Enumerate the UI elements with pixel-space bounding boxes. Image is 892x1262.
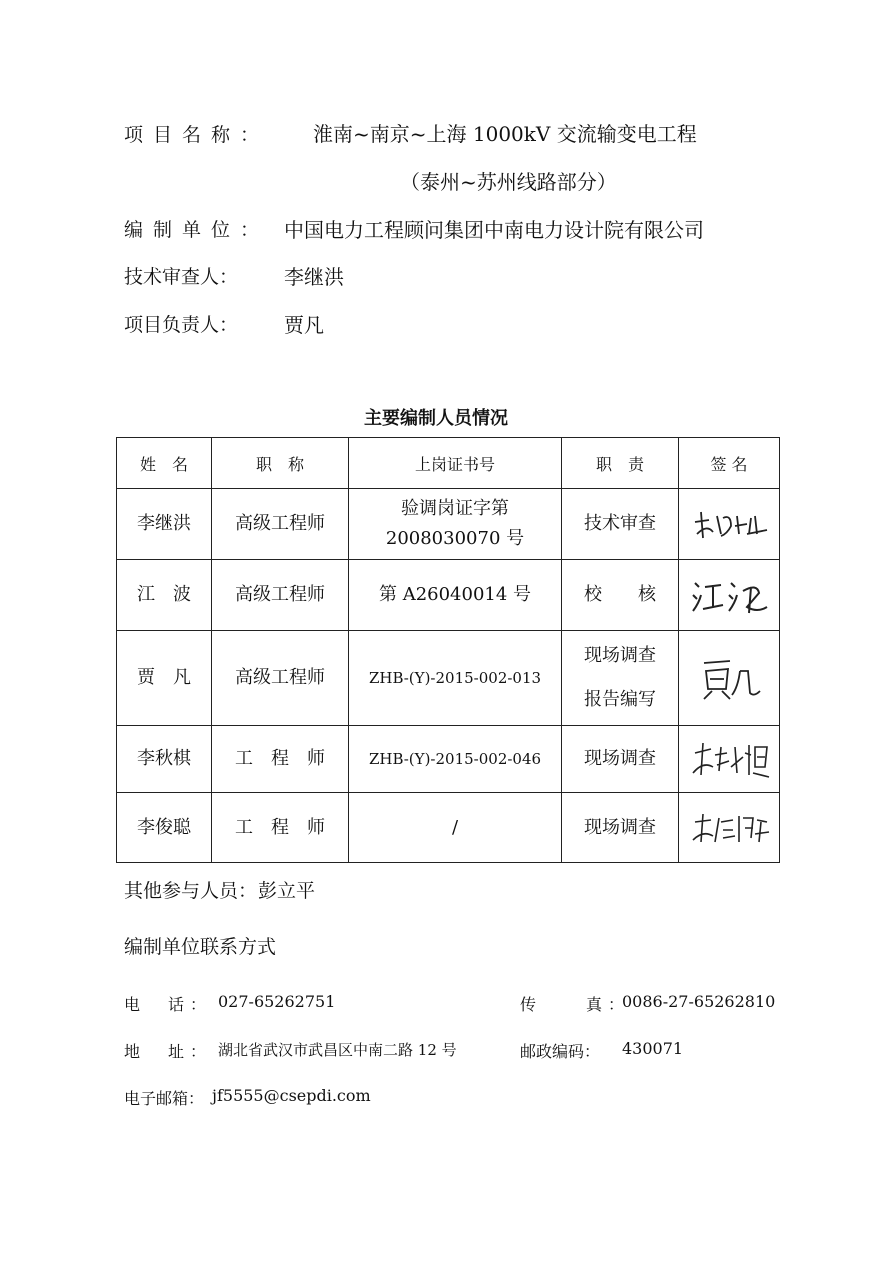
cell-title: 高级工程师 bbox=[212, 489, 349, 560]
cert-line: ZHB-(Y)-2015-002-046 bbox=[368, 750, 542, 768]
cell-signature bbox=[679, 489, 780, 560]
header-duty: 职 责 bbox=[562, 438, 679, 489]
cell-duty: 现场调查 bbox=[562, 793, 679, 863]
project-name-line1: 淮南~南京~上海 1000kV 交流输变电工程 bbox=[313, 122, 697, 146]
signature-image bbox=[687, 808, 771, 848]
table-header-row bbox=[117, 438, 780, 489]
header-name: 姓 名 bbox=[117, 438, 212, 489]
phone-value: 027-65262751 bbox=[218, 992, 336, 1011]
cell-cert bbox=[349, 726, 562, 793]
cell-cert bbox=[349, 631, 562, 726]
cell-name: 李俊聪 bbox=[117, 793, 212, 863]
phone-label: 电 话： bbox=[124, 995, 213, 1014]
address-value: 湖北省武汉市武昌区中南二路 12 号 bbox=[218, 1041, 457, 1059]
table-row bbox=[117, 726, 780, 793]
cell-title: 工 程 师 bbox=[212, 793, 349, 863]
cert-line: 2008030070 号 bbox=[385, 528, 525, 549]
fax-value: 0086-27-65262810 bbox=[622, 992, 776, 1011]
cell-title: 高级工程师 bbox=[212, 560, 349, 631]
cell-signature bbox=[679, 631, 780, 726]
cell-signature bbox=[679, 793, 780, 863]
project-name-line2: （泰州~苏州线路部分） bbox=[400, 170, 617, 194]
staff-table bbox=[116, 437, 780, 863]
contact-title: 编制单位联系方式 bbox=[124, 936, 277, 958]
fax-label: 传 真： bbox=[520, 995, 631, 1014]
cell-name: 江 波 bbox=[117, 560, 212, 631]
unit-label: 编制单位： bbox=[124, 219, 270, 241]
signature-image bbox=[694, 653, 764, 703]
postcode-label: 邮政编码： bbox=[520, 1042, 601, 1061]
signature-image bbox=[687, 504, 771, 544]
address-label: 地 址： bbox=[124, 1042, 213, 1061]
cert-line: 第 A26040014 号 bbox=[378, 584, 532, 605]
cell-cert bbox=[349, 793, 562, 863]
table-row bbox=[117, 631, 780, 726]
cell-duty: 校 核 bbox=[562, 560, 679, 631]
signature-image bbox=[687, 737, 771, 781]
table-row bbox=[117, 489, 780, 560]
cell-name: 李继洪 bbox=[117, 489, 212, 560]
header-title: 职 称 bbox=[212, 438, 349, 489]
unit-value: 中国电力工程顾问集团中南电力设计院有限公司 bbox=[284, 218, 704, 242]
cell-signature bbox=[679, 726, 780, 793]
cell-title: 高级工程师 bbox=[212, 631, 349, 726]
duty-line: 报告编写 bbox=[584, 689, 656, 710]
postcode-value: 430071 bbox=[622, 1039, 684, 1058]
email-value: jf5555@csepdi.com bbox=[212, 1086, 371, 1105]
cell-cert bbox=[349, 489, 562, 560]
cell-cert bbox=[349, 560, 562, 631]
cell-duty: 技术审查 bbox=[562, 489, 679, 560]
reviewer-value: 李继洪 bbox=[284, 265, 344, 289]
signature-image bbox=[687, 573, 771, 617]
cell-name: 李秋棋 bbox=[117, 726, 212, 793]
reviewer-label: 技术审查人： bbox=[124, 266, 239, 288]
leader-label: 项目负责人： bbox=[124, 314, 239, 336]
cert-line: ZHB-(Y)-2015-002-013 bbox=[368, 669, 542, 687]
cell-signature bbox=[679, 560, 780, 631]
table-row bbox=[117, 560, 780, 631]
others-value: 彭立平 bbox=[258, 880, 316, 902]
header-signature: 签 名 bbox=[679, 438, 780, 489]
cert-line: / bbox=[451, 816, 459, 838]
cell-duty bbox=[562, 631, 679, 726]
cert-line: 验调岗证字第 bbox=[401, 498, 509, 519]
project-name-label: 项目名称： bbox=[124, 124, 270, 146]
cell-duty: 现场调查 bbox=[562, 726, 679, 793]
table-row bbox=[117, 793, 780, 863]
cell-name: 贾 凡 bbox=[117, 631, 212, 726]
others-label: 其他参与人员： bbox=[124, 880, 258, 902]
header-cert: 上岗证书号 bbox=[349, 438, 562, 489]
email-label: 电子邮箱： bbox=[124, 1089, 205, 1108]
table-title: 主要编制人员情况 bbox=[364, 408, 508, 429]
leader-value: 贾凡 bbox=[284, 313, 324, 337]
cell-title: 工 程 师 bbox=[212, 726, 349, 793]
duty-line: 现场调查 bbox=[584, 645, 656, 666]
